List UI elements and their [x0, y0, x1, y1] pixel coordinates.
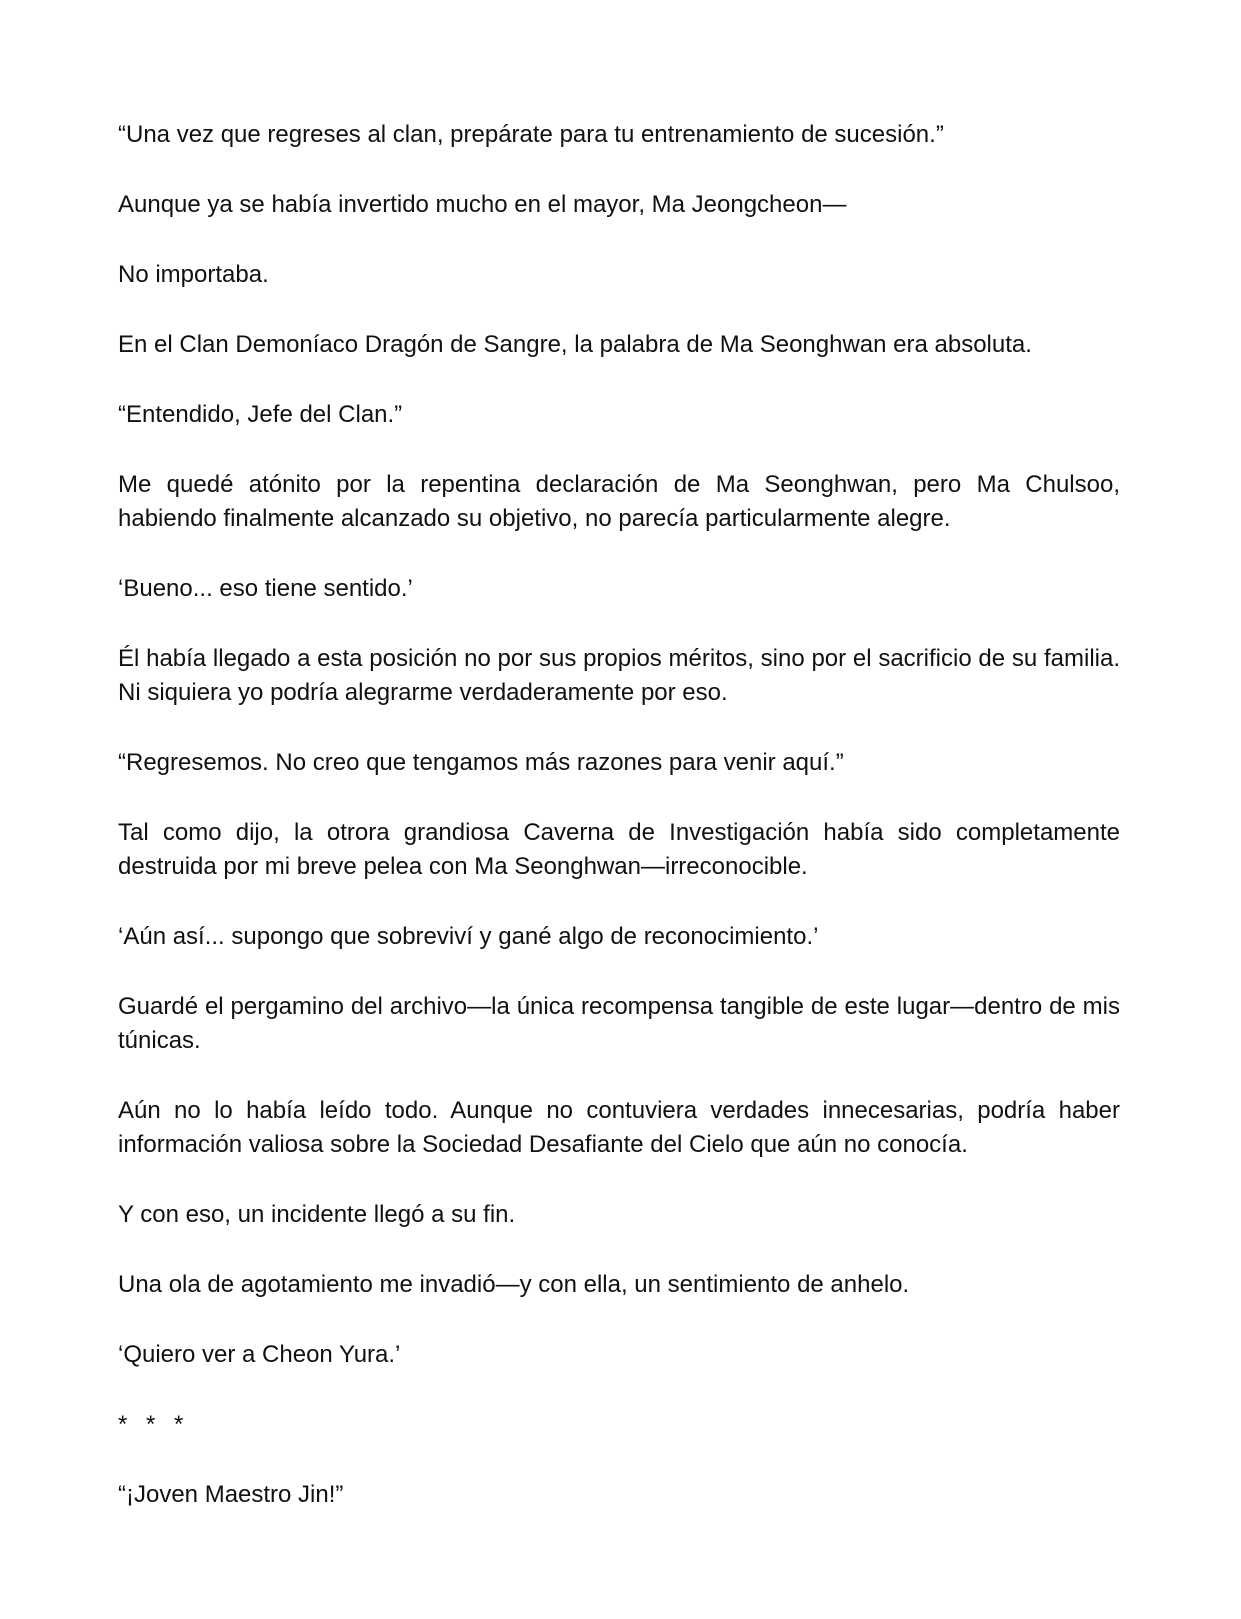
- paragraph-3: No importaba.: [118, 261, 269, 288]
- document-body: [118, 118, 1120, 1548]
- paragraph-4: En el Clan Demoníaco Dragón de Sangre, la palabra de Ma Seonghwan era absoluta.: [118, 331, 1032, 358]
- paragraph-8: Él había llegado a esta posición no por sus propios méritos, sino por el sacrificio de su familia. Ni siquiera yo podría alegrarme verdaderamente por eso.: [118, 645, 1120, 706]
- paragraph-12: Guardé el pergamino del archivo—la única recompensa tangible de este lugar—dentro de mis túnicas.: [118, 993, 1120, 1054]
- paragraph-13: Aún no lo había leído todo. Aunque no contuviera verdades innecesarias, podría haber información valiosa sobre la Sociedad Desafiante del Cielo que aún no conocía.: [118, 1097, 1120, 1158]
- paragraph-6: Me quedé atónito por la repentina declaración de Ma Seonghwan, pero Ma Chulsoo, habiendo finalmente alcanzado su objetivo, no parecía particularmente alegre.: [118, 471, 1120, 532]
- paragraph-11: ‘Aún así... supongo que sobreviví y gané algo de reconocimiento.’: [118, 923, 819, 950]
- paragraph-15: Una ola de agotamiento me invadió—y con ella, un sentimiento de anhelo.: [118, 1271, 910, 1298]
- paragraph-10: Tal como dijo, la otrora grandiosa Caverna de Investigación había sido completamente destruida por mi breve pelea con Ma Seonghwan—irreconocible.: [118, 819, 1120, 880]
- paragraph-14: Y con eso, un incidente llegó a su fin.: [118, 1201, 516, 1228]
- paragraph-2: Aunque ya se había invertido mucho en el mayor, Ma Jeongcheon—: [118, 191, 847, 218]
- paragraph-9: “Regresemos. No creo que tengamos más razones para venir aquí.”: [118, 749, 844, 776]
- paragraph-17: “¡Joven Maestro Jin!”: [118, 1481, 344, 1508]
- paragraph-16: ‘Quiero ver a Cheon Yura.’: [118, 1341, 401, 1368]
- scene-separator: * * *: [118, 1411, 190, 1438]
- paragraph-7: ‘Bueno... eso tiene sentido.’: [118, 575, 413, 602]
- paragraph-5: “Entendido, Jefe del Clan.”: [118, 401, 403, 428]
- paragraph-1: “Una vez que regreses al clan, prepárate para tu entrenamiento de sucesión.”: [118, 121, 944, 148]
